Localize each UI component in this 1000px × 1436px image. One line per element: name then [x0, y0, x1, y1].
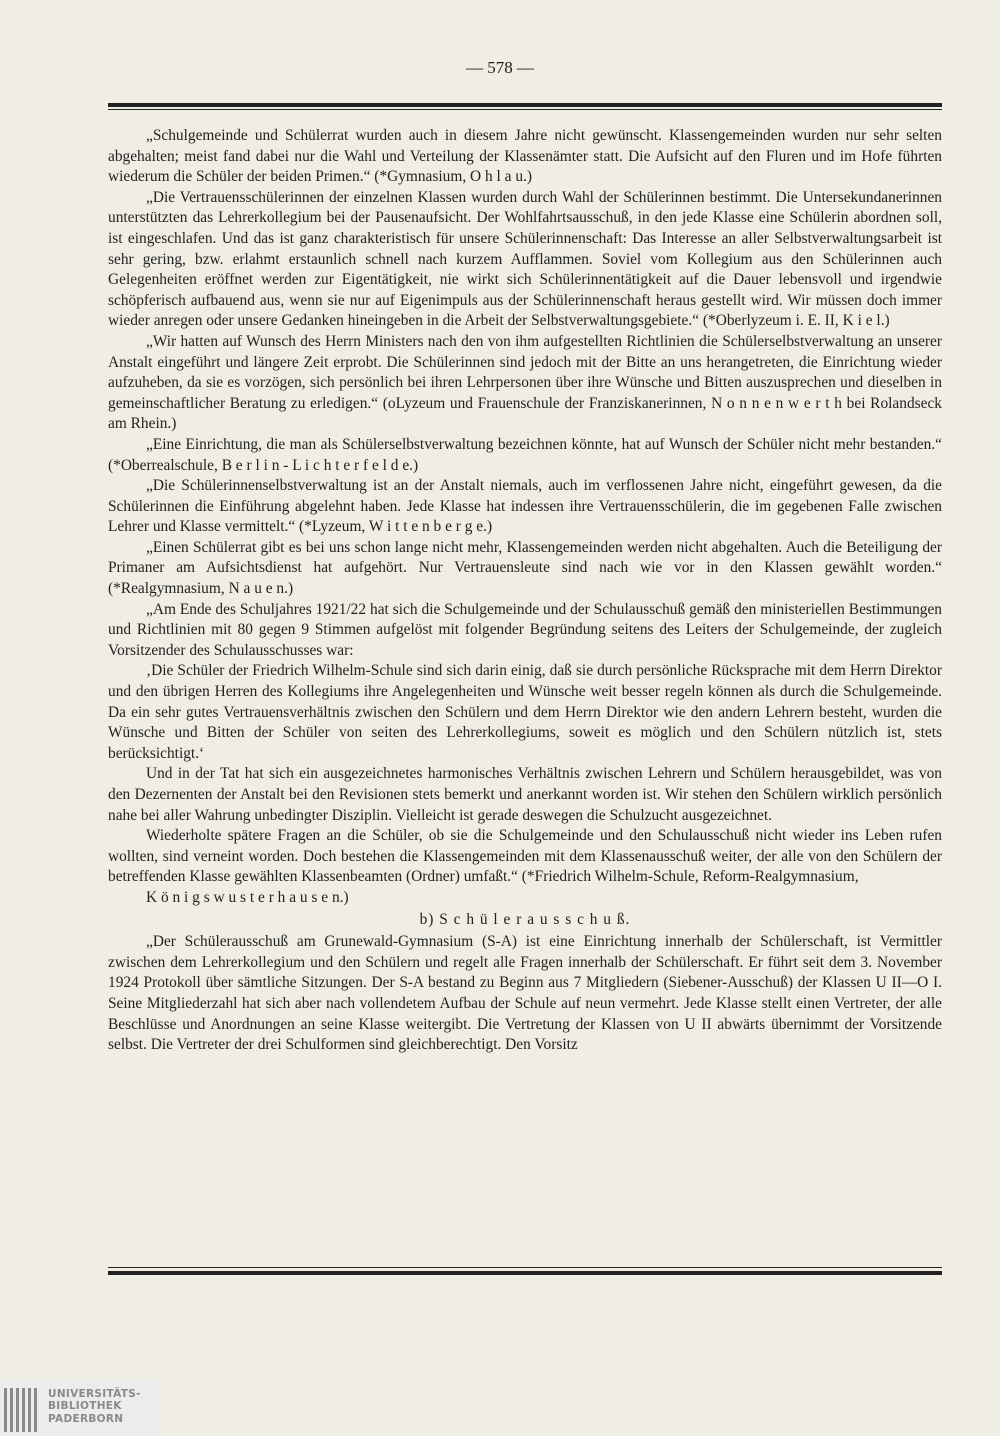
paragraph: „Wir hatten auf Wunsch des Herrn Ministers nach den von ihm aufgestellten Richtlinien die Schülerselbstverwaltung an unserer Anstalt eingeführt und längere Zeit erprobt. Die Schülerinnen sind jedoch mit der Bitte an uns herangetreten, die Einrichtung wieder aufzuheben, da sie es vorzögen, sich persönlich bei ihren Lehrpersonen über ihre Wünsche und Bitten auszusprechen und dieselben in gemeinschaftlicher Beratung zu erledigen.“ (oLyzeum und Frauenschule der Franziskanerinnen, N o n n e n w e r t h bei Rolandseck am Rhein.)	[108, 332, 942, 433]
paragraph: „Eine Einrichtung, die man als Schülerselbstverwaltung bezeichnen könnte, hat auf Wunsch der Schüler nicht mehr bestanden.“ (*Oberrealschule, B e r l i n - L i c h t e r f e l d e.)	[108, 435, 942, 474]
barcode-stripes-icon	[4, 1388, 42, 1432]
header-rule-thin	[108, 109, 942, 110]
section-heading: b) S c h ü l e r a u s s c h u ß.	[419, 910, 631, 928]
paragraph: Wiederholte spätere Fragen an die Schüler, ob sie die Schulgemeinde und den Schulausschuß nicht wieder ins Leben rufen wollten, sind verneint worden. Doch bestehen die Klassengemeinden mit dem Klassenausschuß weiter, der alle von den Schülern der betreffenden Klasse gewählten Klassenbeamten (Ordner) umfaßt.“ (*Friedrich Wilhelm-Schule, Reform-Realgymnasium,	[108, 827, 942, 886]
paragraph: ‚Die Schüler der Friedrich Wilhelm-Schule sind sich darin einig, daß sie durch persönliche Rücksprache mit dem Herrn Direktor und den übrigen Herren des Kollegiums ihre Angelegenheiten und Wünsche weit besser regeln können als durch die Schulgemeinde. Da ein sehr gutes Vertrauensverhältnis zwischen den Schülern und dem Herrn Direktor wie den andern Lehrern besteht, wurden die Wünsche und Bitten der Schüler von seiten des Lehrerkollegiums, soweit es möglich und den Schülern nützlich ist, stets berücksichtigt.‘	[108, 662, 942, 762]
paragraph: „Der Schülerausschuß am Grunewald-Gymnasium (S-A) ist eine Einrichtung innerhalb der Schülerschaft, ist Vermittler zwischen dem Lehrerkollegium und den Schülern und regelt alle Fragen innerhalb der Schülerschaft. Er führt seit dem 3. November 1924 Protokoll über sämtliche Sitzungen. Der S-A bestand zu Beginn aus 7 Mitgliedern (Siebener-Ausschuß) der Klassen U II—O I. Seine Mitgliederzahl hat sich aber nach vollendetem Aufbau der Schule auf neun vermehrt. Jede Klasse stellt einen Vertreter, der alle Beschlüsse und Anordnungen an seine Klasse weitergibt. Die Vertretung der Klassen von U II abwärts übernimmt der Vorsitzende selbst. Die Vertreter der drei Schulformen sind gleichberechtigt. Den Vorsitz	[108, 933, 942, 1054]
paragraph: Und in der Tat hat sich ein ausgezeichnetes harmonisches Verhältnis zwischen Lehrern und Schülern herausgebildet, was von den Dezernenten der Anstalt bei den Revisionen stets bemerkt und anerkannt worden ist. Wir stehen den Schülern wirklich persönlich nahe bei aller Wahrung unbedingter Disziplin. Vielleicht ist gerade deswegen die Schulzucht ausgezeichnet.	[108, 765, 942, 824]
paragraph: „Einen Schülerrat gibt es bei uns schon lange nicht mehr, Klassengemeinden werden nicht abgehalten. Auch die Beteiligung der Primaner am Aufsichtsdienst hat aufgehört. Nur Vertrauensleute sind nach wie vor in den Klassen gewählt worden.“ (*Realgymnasium, N a u e n.)	[108, 538, 942, 598]
library-logo-text: UNIVERSITÄTS- BIBLIOTHEK PADERBORN	[48, 1388, 141, 1425]
footer-rule-thin	[108, 1267, 942, 1268]
footer-rule-thick	[108, 1271, 942, 1275]
page-number: — 578 —	[466, 58, 534, 77]
paragraph: „Schulgemeinde und Schülerrat wurden auch in diesem Jahre nicht gewünscht. Klassengemeinden wurden nur sehr selten abgehalten; meist fand dabei nur die Wahl und Verteilung der Klassenämter statt. Die Aufsicht auf den Fluren und im Hofe führten wiederum die Schüler der beiden Primen.“ (*Gymnasium, O h l a u.)	[108, 127, 942, 186]
paragraph: „Die Vertrauensschülerinnen der einzelnen Klassen wurden durch Wahl der Schülerinnen bestimmt. Die Untersekundanerinnen unterstützten das Lehrerkollegium bei der Pausenaufsicht. Der Wohlfahrtsausschuß, in den jede Klasse eine Schülerin abordnen soll, ist eingeschlafen. Und das ist ganz charakteristisch für unsere Schülerinnenschaft: Das Interesse an aller Selbstverwaltungsarbeit ist sehr gering, bzw. erlahmt erstaunlich schnell nach kurzem Aufflammen. Soviel vom Kollegium aus den Schülerinnen auch Gelegenheiten eröffnet werden zur Eigentätigkeit, nie wirkt sich Schülerinnentätigkeit auf die Dauer lebensvoll und irgendwie schöpferisch aufbauend aus, wenn sie nur auf Eigenimpuls aus der Schülerinnenschaft heraus gestellt wird. Wir müssen doch immer wieder anregen oder unsere Gedanken hineingeben in die Arbeit der Selbstverwaltungsgebiete.“ (*Oberlyzeum i. E. II, K i e l.)	[108, 188, 942, 330]
paragraph: „Die Schülerinnenselbstverwaltung ist an der Anstalt niemals, auch im verflossenen Jahre nicht, eingeführt gewesen, da die Schülerinnen die Einführung abgelehnt haben. Jede Klasse hat indessen ihre Vertrauensschülerin, die im gegebenen Falle zwischen Lehrer und Klasse vermittelt.“ (*Lyzeum, W i t t e n b e r g e.)	[108, 477, 942, 536]
paragraph: „Am Ende des Schuljahres 1921/22 hat sich die Schulgemeinde und der Schulausschuß gemäß den ministeriellen Bestimmungen und Richtlinien mit 80 gegen 9 Stimmen aufgelöst mit folgender Begründung seitens des Leiters der Schulgemeinde, der zugleich Vorsitzender des Schulausschusses war:	[108, 600, 942, 659]
paragraph: K ö n i g s w u s t e r h a u s e n.)	[146, 888, 349, 906]
body-text	[108, 126, 942, 1056]
header-rule-thick	[108, 103, 942, 107]
library-logo	[0, 1380, 160, 1436]
